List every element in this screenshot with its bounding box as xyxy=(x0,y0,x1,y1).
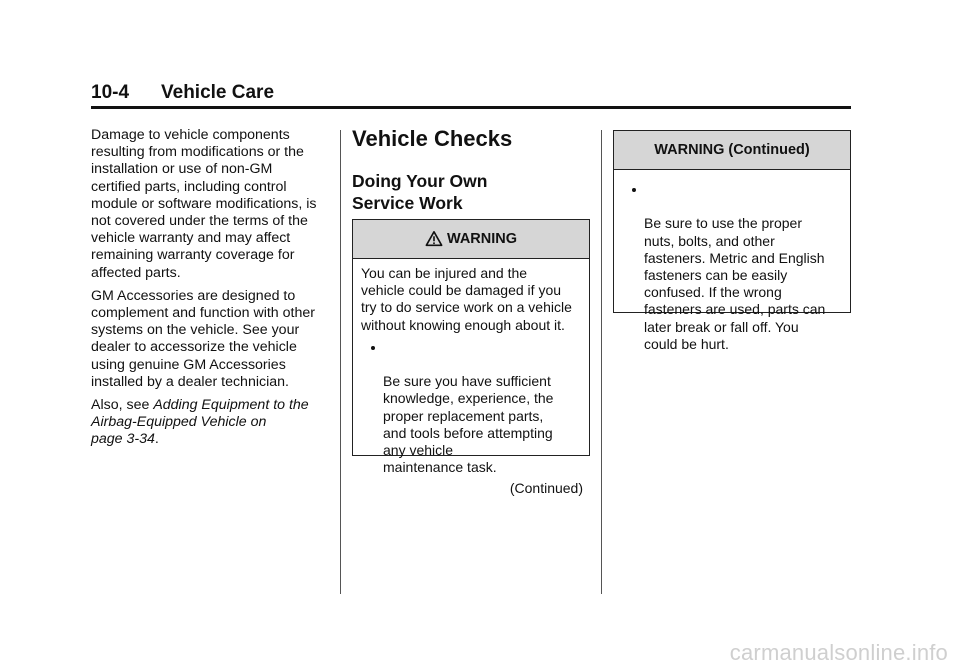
warning-continued-bullet xyxy=(622,181,844,353)
column-one xyxy=(91,127,329,455)
see-also-prefix: Also, see xyxy=(91,397,154,414)
column-two xyxy=(352,126,590,214)
accessories-paragraph: GM Accessories are designed to complement and function with other systems on the vehicle. See your dealer to accessorize the vehicle using genuine GM Accessories installed by a dealer technician. xyxy=(91,287,315,390)
warning-continued-body xyxy=(614,170,850,358)
warning-continued-title: WARNING (Continued) xyxy=(654,142,810,158)
warranty-paragraph: Damage to vehicle components resulting from modifications or the installation or use of non-GM certified parts, including control module or software modifications, is not covered under the terms of the vehicle warranty and may affect remaining warranty coverage for affected parts. xyxy=(91,127,317,281)
see-also-suffix: . xyxy=(154,431,159,448)
subsection-heading: Doing Your Own Service Work xyxy=(352,171,488,213)
page-header xyxy=(91,82,851,109)
continued-label: (Continued) xyxy=(509,480,583,497)
warning-text: You can be injured and the vehicle could be damaged if you try to do service work on a vehicle without knowing enough about it. xyxy=(361,265,572,333)
warning-bullet-text: Be sure you have sufficient knowledge, experience, the proper replacement parts, and tools before attempting any vehicle maintenance task. xyxy=(383,373,554,476)
section-heading: Vehicle Checks xyxy=(352,126,513,151)
warning-continued-bullet-text: Be sure to use the proper nuts, bolts, and other fasteners. Metric and English fasteners can be easily confused. If the wrong fasteners are used, parts can later break or fall off. You could be hurt. xyxy=(644,215,826,352)
bullet-dot-icon xyxy=(632,188,636,192)
cross-reference-link[interactable]: Adding Equipment to the Airbag-Equipped Vehicle on page 3-34 xyxy=(91,397,309,448)
column-divider-left xyxy=(340,130,341,594)
bullet-dot-icon xyxy=(371,346,375,350)
see-also-paragraph xyxy=(91,397,329,449)
warning-triangle-icon xyxy=(425,230,443,248)
warning-box xyxy=(352,219,590,497)
page-number: 10-4 xyxy=(91,82,130,103)
section-title: Vehicle Care xyxy=(161,82,275,103)
watermark: carmanualsonline.info xyxy=(729,640,948,665)
warning-header xyxy=(353,220,589,259)
warning-continued-box xyxy=(613,130,851,352)
column-divider-right xyxy=(601,130,602,594)
warning-continued-header xyxy=(614,131,850,170)
warning-bullet xyxy=(361,339,583,477)
warning-title: WARNING xyxy=(446,231,518,247)
warning-body xyxy=(353,259,589,503)
